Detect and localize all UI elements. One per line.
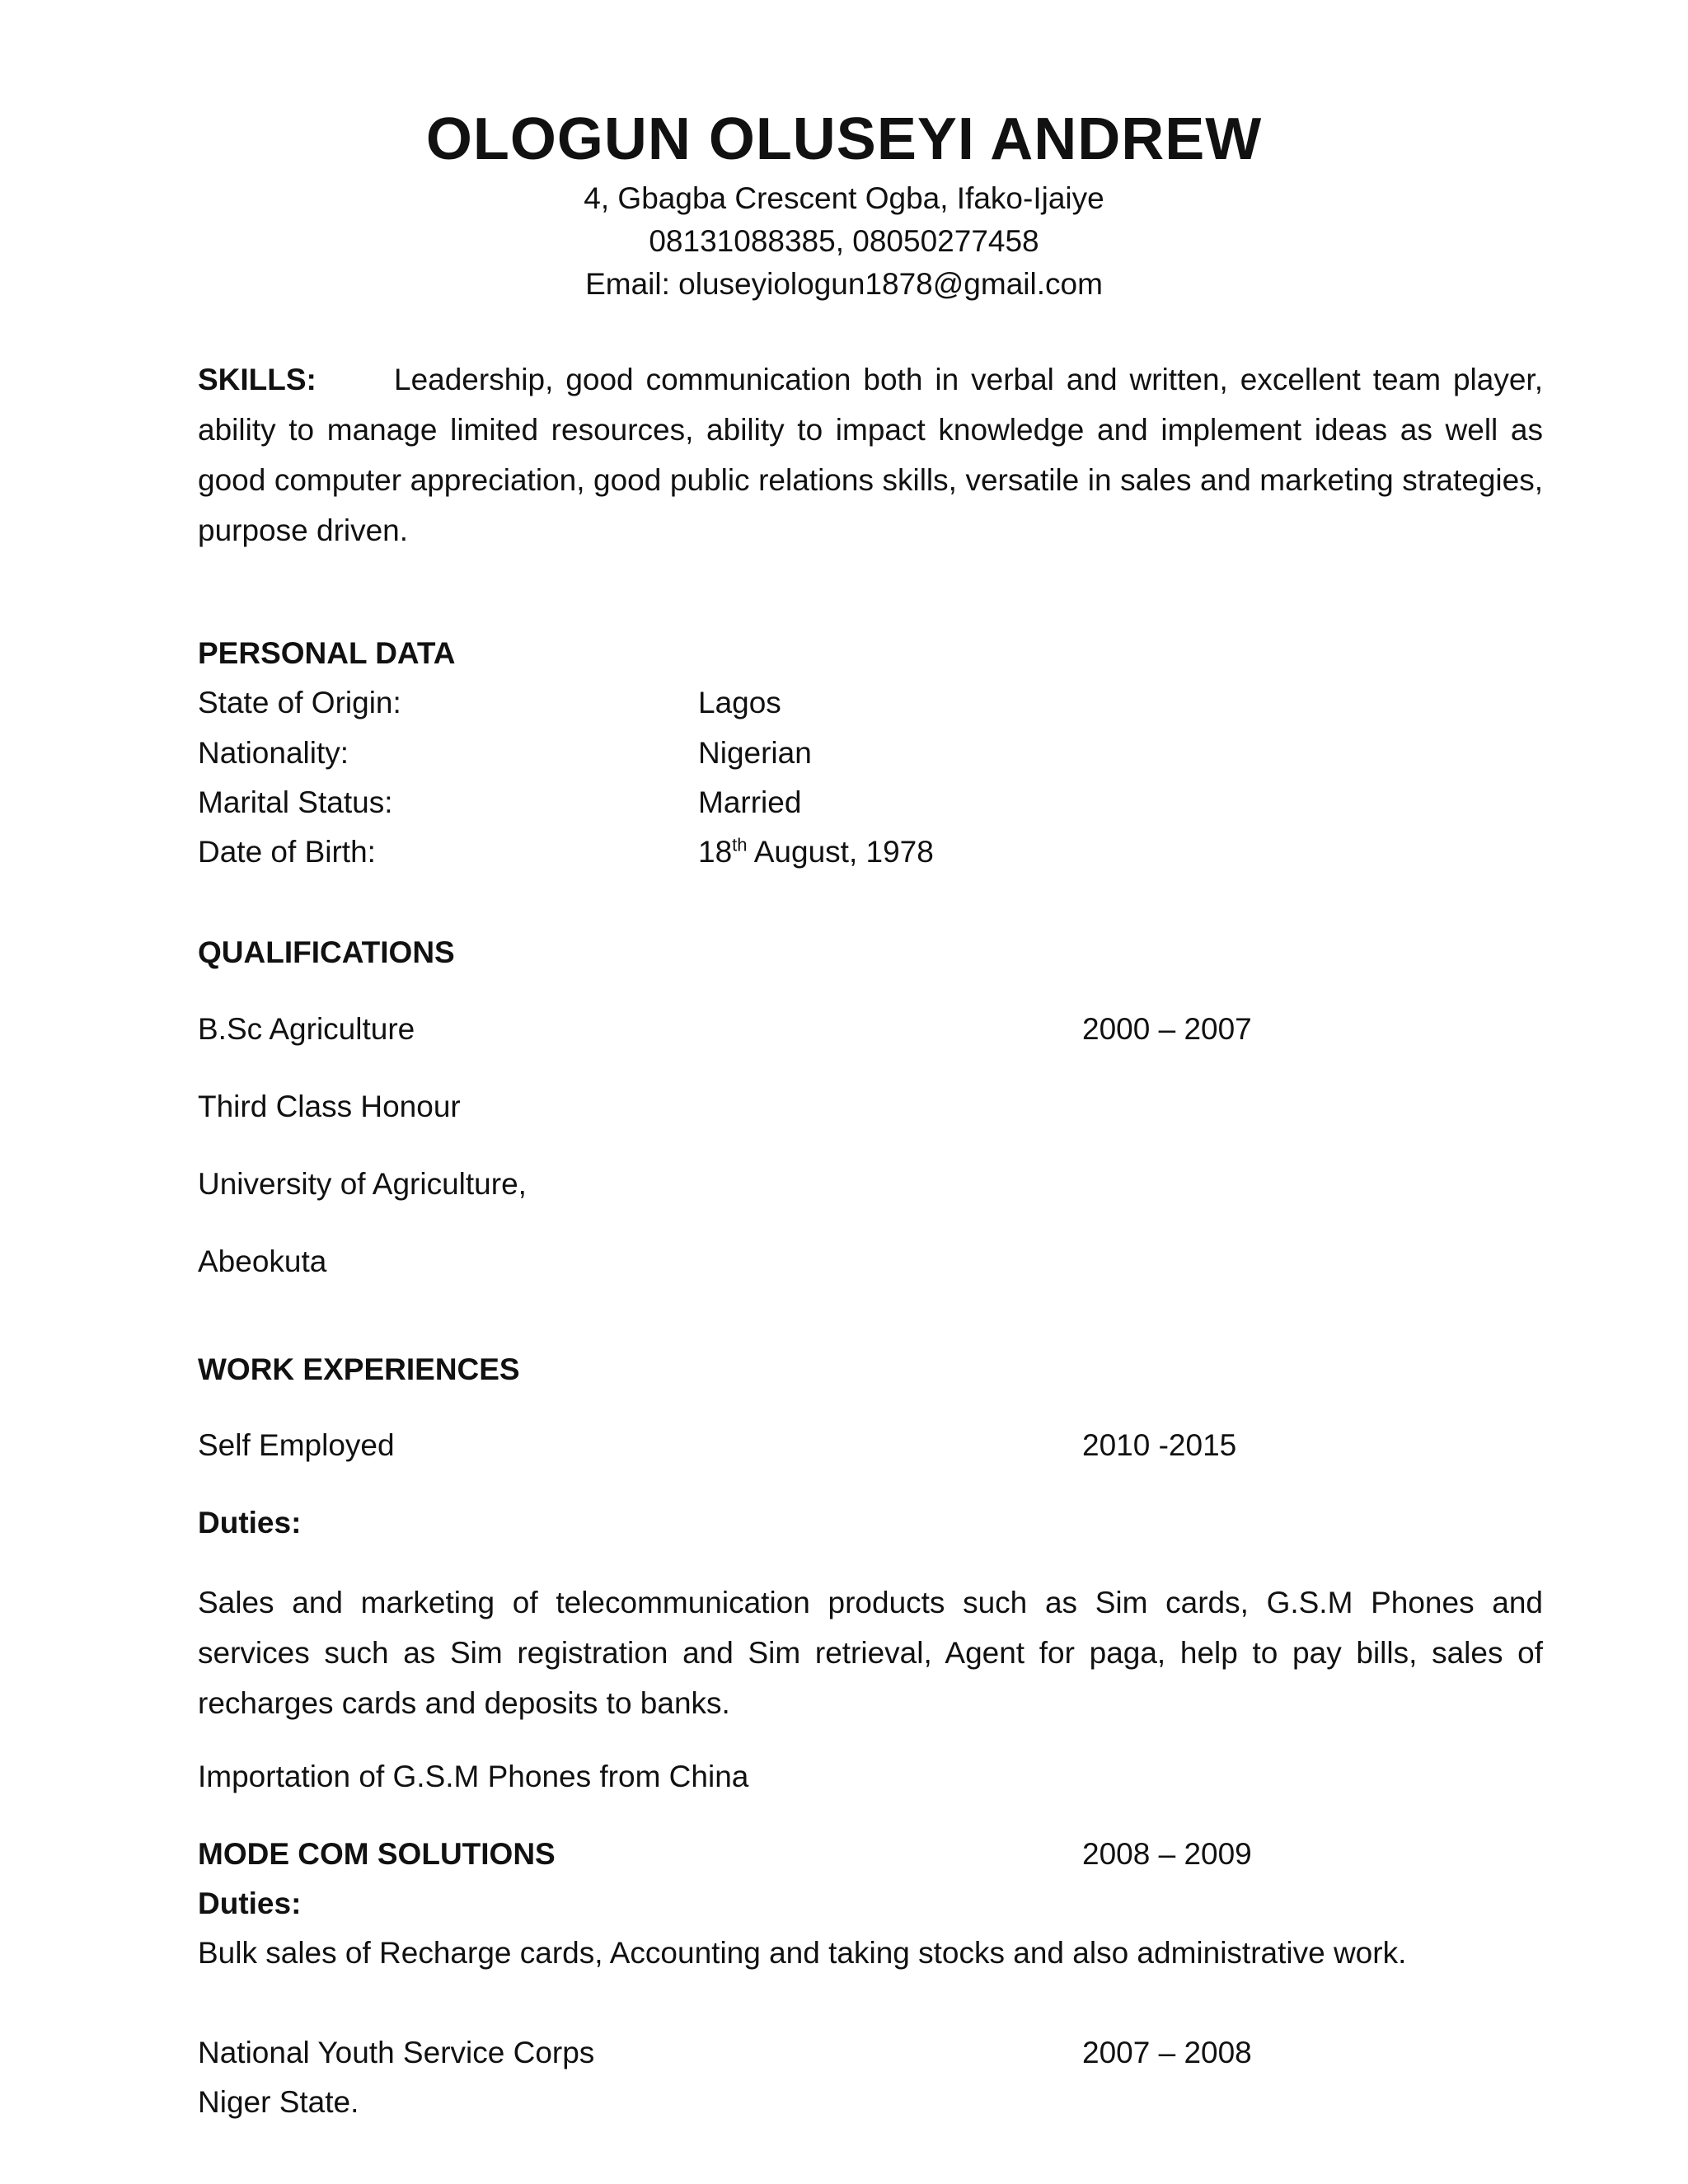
skills-text: Leadership, good communication both in verbal and written, excellent team player, ability to manage limited resources, ability to impact knowledge and implement ideas as well as good computer appreciation, good public relations skills, versatile in sales and marketing strategies, purpose driven. [198, 363, 1543, 547]
job-extra: Importation of G.S.M Phones from China [198, 1760, 749, 1793]
personal-data-heading: PERSONAL DATA [198, 636, 456, 670]
personal-data-label: Marital Status: [198, 785, 393, 819]
job-title: Self Employed [198, 1428, 395, 1462]
dob-day: 18 [698, 835, 733, 869]
dob-ordinal: th [732, 834, 748, 855]
phone-numbers: 08131088385, 08050277458 [649, 224, 1039, 258]
email: Email: oluseyiologun1878@gmail.com [585, 267, 1103, 301]
dob-rest: August, 1978 [747, 835, 934, 869]
qualification-institution: University of Agriculture, [198, 1167, 527, 1201]
qualifications-heading: QUALIFICATIONS [198, 935, 455, 969]
job-years: 2008 – 2009 [1082, 1837, 1252, 1871]
job-title: MODE COM SOLUTIONS [198, 1837, 556, 1871]
skills-section [198, 354, 1543, 555]
personal-data-value: Nigerian [698, 736, 812, 770]
duties-label: Duties: [198, 1886, 302, 1920]
job-years: 2007 – 2008 [1082, 2036, 1252, 2069]
qualification-class: Third Class Honour [198, 1090, 461, 1123]
personal-data-value: Married [698, 785, 802, 819]
duties-label: Duties: [198, 1506, 302, 1540]
personal-data-value: Lagos [698, 686, 781, 719]
qualification-degree: B.Sc Agriculture [198, 1012, 415, 1046]
job-years: 2010 -2015 [1082, 1428, 1237, 1462]
personal-data-label: State of Origin: [198, 686, 401, 719]
job-title: National Youth Service Corps [198, 2036, 595, 2069]
duties-text: Sales and marketing of telecommunication products such as Sim cards, G.S.M Phones and services such as Sim registration and Sim retrieval, Agent for paga, help to pay bills, sales of recharges cards and deposits to banks. [198, 1586, 1543, 1720]
work-experiences-heading: WORK EXPERIENCES [198, 1352, 520, 1386]
personal-data-label: Date of Birth: [198, 835, 376, 869]
personal-data-label: Nationality: [198, 736, 349, 770]
candidate-name: OLOGUN OLUSEYI ANDREW [425, 106, 1263, 172]
skills-label: SKILLS: [198, 363, 316, 396]
address: 4, Gbagba Crescent Ogba, Ifako-Ijaiye [584, 181, 1104, 215]
date-of-birth-value [698, 835, 934, 869]
qualification-city: Abeokuta [198, 1244, 327, 1278]
qualification-years: 2000 – 2007 [1082, 1012, 1252, 1046]
job-location: Niger State. [198, 2085, 359, 2119]
duties-text: Bulk sales of Recharge cards, Accounting and taking stocks and also administrative work. [198, 1936, 1407, 1970]
